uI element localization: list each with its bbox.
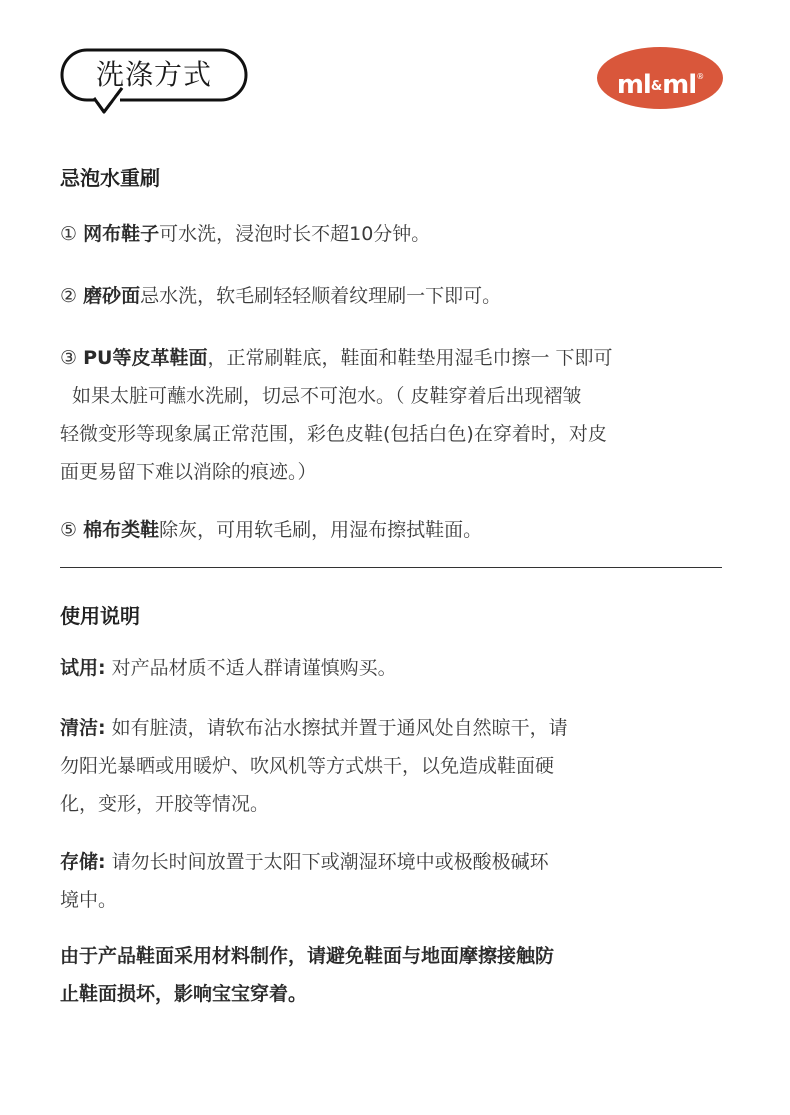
item-marker: ② (60, 285, 78, 307)
usage-heading: 使用说明 (60, 604, 140, 628)
item-bold-label: PU等皮革鞋面 (83, 347, 208, 369)
brand-logo (597, 47, 723, 109)
usage-text: 化，变形，开胶等情况。 (60, 793, 270, 815)
section-divider (60, 567, 722, 568)
item-marker: ③ (60, 347, 78, 369)
item-text: 轻微变形等现象属正常范围，彩色皮鞋(包括白色)在穿着时，对皮 (60, 423, 607, 445)
usage-label: 试用: (60, 657, 106, 679)
usage-text: 如有脏渍，请软布沾水擦拭并置于通风处自然晾干，请 (111, 717, 568, 739)
usage-label: 存储: (60, 851, 106, 873)
main-content (60, 160, 740, 1013)
item-text: 可水洗，浸泡时长不超10分钟。 (159, 223, 431, 245)
item-text: 面更易留下难以消除的痕迹。） (60, 461, 317, 483)
notice-text: 止鞋面损坏，影响宝宝穿着。 (60, 983, 308, 1005)
item-bold-label: 磨砂面 (83, 285, 141, 307)
usage-notice (60, 937, 740, 1013)
item-text: 如果太脏可蘸水洗刷，切忌不可泡水。（ 皮鞋穿着后出现褶皱 (72, 385, 582, 407)
brand-logo-text: ml&ml® (616, 70, 704, 100)
item-marker: ⑤ (60, 519, 78, 541)
page-title: 洗涤方式 (95, 58, 212, 91)
usage-label: 清洁: (60, 717, 106, 739)
item-bold-label: 网布鞋子 (83, 223, 160, 245)
item-bold-label: 棉布类鞋 (83, 519, 160, 541)
notice-text: 由于产品鞋面采用材料制作，请避免鞋面与地面摩擦接触防 (60, 945, 555, 967)
item-marker: ① (60, 223, 78, 245)
washing-item-3 (60, 339, 740, 491)
washing-item-1 (60, 215, 740, 253)
washing-heading: 忌泡水重刷 (60, 166, 160, 190)
item-text: 除灰，可用软毛刷，用湿布擦拭鞋面。 (159, 519, 483, 541)
washing-item-5 (60, 511, 740, 549)
item-text: ，正常刷鞋底，鞋面和鞋垫用湿毛巾擦一 下即可 (207, 347, 613, 369)
item-text: 忌水洗，软毛刷轻轻顺着纹理刷一下即可。 (140, 285, 502, 307)
title-badge (60, 48, 248, 104)
usage-item-storage (60, 843, 740, 919)
usage-item-trial (60, 649, 740, 687)
usage-text: 境中。 (60, 889, 118, 911)
usage-item-cleaning (60, 709, 740, 823)
page-header (0, 0, 790, 130)
washing-item-2 (60, 277, 740, 315)
usage-text: 对产品材质不适人群请谨慎购买。 (111, 657, 397, 679)
usage-text: 勿阳光暴晒或用暖炉、吹风机等方式烘干，以免造成鞋面硬 (60, 755, 555, 777)
usage-text: 请勿长时间放置于太阳下或潮湿环境中或极酸极碱环 (111, 851, 549, 873)
